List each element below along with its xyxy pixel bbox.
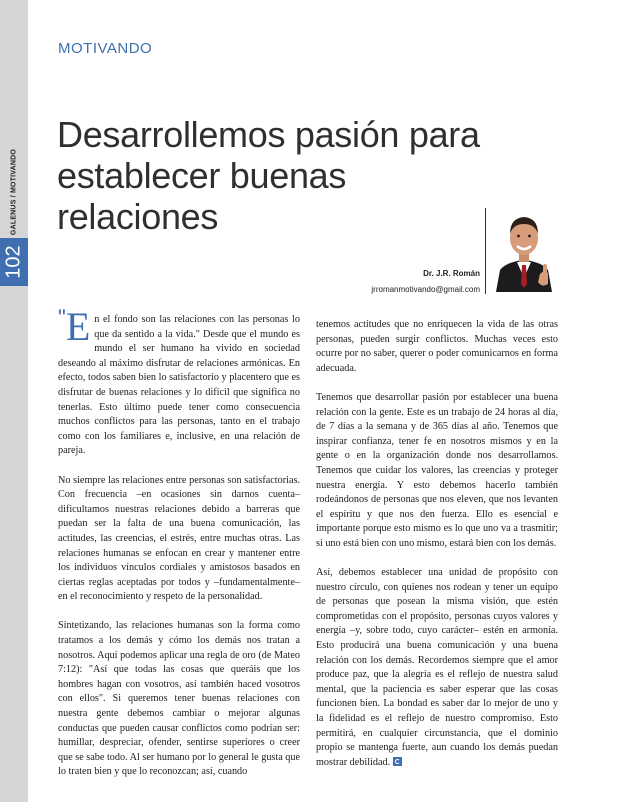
author-divider: [485, 208, 486, 294]
paragraph: No siempre las relaciones entre personas son satisfactorias. Con frecuencia –en ocasiones sin darnos cuenta– dificultamos nuestras relaciones debido a barreras que puedan ser la falta de una buena comunicación, las actitudes, las creencias, el estrés, entre muchas otras. Las relaciones humanas se enfocan en crear y mantener entre los individuos vínculos cordiales y amistosos basados en ciertas reglas aceptadas por todos y –fundamentalmente– en el reconocimiento y respeto de la personalidad.: [58, 474, 300, 603]
paragraph: [58, 304, 300, 459]
drop-cap: [58, 304, 91, 349]
end-mark-icon: [393, 757, 402, 766]
running-header-label: GALENUS / MOTIVANDO: [10, 148, 18, 236]
section-label: MOTIVANDO: [58, 40, 153, 57]
author-photo: [490, 208, 558, 292]
author-email[interactable]: jrromanmotivando@gmail.com: [371, 285, 480, 294]
author-name: Dr. J.R. Román: [423, 269, 480, 278]
article-title: Desarrollemos pasión para establecer buenas relaciones: [57, 114, 480, 237]
article-column-left: [58, 304, 300, 795]
drop-cap-quote: ": [58, 305, 66, 330]
side-strip: [0, 0, 28, 802]
paragraph: Tenemos que desarrollar pasión por establecer una buena relación con la gente. Este es un trabajo de 24 horas al día, de 7 días a la semana y de 365 días al año. Tenemos que inspirar confianza, tener fe en nosotros mismos y en la gente o en la organización donde nos desarrollamos. Tenemos que cuidar los valores, las creencias y proteger nuestra energía. Y esto debemos hacerlo también rodeándonos de personas que nos eleven, que nos levanten el espíritu y que nos den fuerza. Ello es esencial e importante porque esto mismo es lo que uno va a trasmitir; si uno está bien con uno mismo, estará bien con los demás.: [316, 391, 558, 549]
paragraph: Sintetizando, las relaciones humanas son la forma como tratamos a los demás y cómo los demás nos tratan a nosotros. Aquí podemos aplicar una regla de oro (de Mateo 7:12): "Así que todas las cosas que queráis que los hombres hagan con vosotros, así también haced vosotros con ellos". Si queremos tener buenas relaciones con nuestra gente debemos cambiar o mejorar algunas conductas que pueden causar conflictos como podrían ser: humillar, despreciar, ofender, sentirse superiores o creer que se sabe todo. Al ser humano por lo general le gusta que lo traten bien y que lo reconozcan; así, cuando: [58, 620, 300, 778]
page-number: 102: [2, 245, 25, 279]
paragraph: [316, 566, 558, 770]
drop-cap-letter: E: [65, 304, 91, 349]
paragraph-text: n el fondo son las relaciones con las personas lo que da sentido a la vida." Desde que el mundo es mundo el ser humano ha vivido en sociedad deseando al máximo disfrutar de relaciones armónicas. En efecto, todos saben bien lo satisfactorio y placentero que es disfrutar de buenas relaciones y lo difícil que significa no tenerlas. Esto último puede tener como consecuencia muchos conflictos para las personas, tanto en el trabajo como con los familiares e, inclusive, en una relación de pareja.: [58, 314, 300, 457]
paragraph-text: Así, debemos establecer una unidad de propósito con nuestro círculo, con quienes nos rodean y tener un equipo de personas que posean la misma visión, que estén comprometidas con el propósito, personas cuyos valores y energía –y, sobre todo, cuyo carácter– estén en armonía. Esto producirá una buena comunicación y una buena relación con los demás. Recordemos siempre que el amor produce paz, que la alegría es el reflejo de nuestra salud mental, que la paciencia es saber esperar que las cosas funcionen bien. La bondad es saber dar lo mejor de uno y la fidelidad es el reflejo de nuestro compromiso. Esto permitirá, en cualquier circunstancia, que el dominio propio se mantenga fuerte, aun cuando los demás puedan mostrar debilidad.: [316, 567, 558, 768]
article-column-right: [316, 318, 558, 785]
paragraph: tenemos actitudes que no enriquecen la vida de las otras personas, pueden surgir conflictos. Muchas veces esto ocurre por no saber, querer o poder comunicarnos en forma adecuada.: [316, 319, 558, 374]
